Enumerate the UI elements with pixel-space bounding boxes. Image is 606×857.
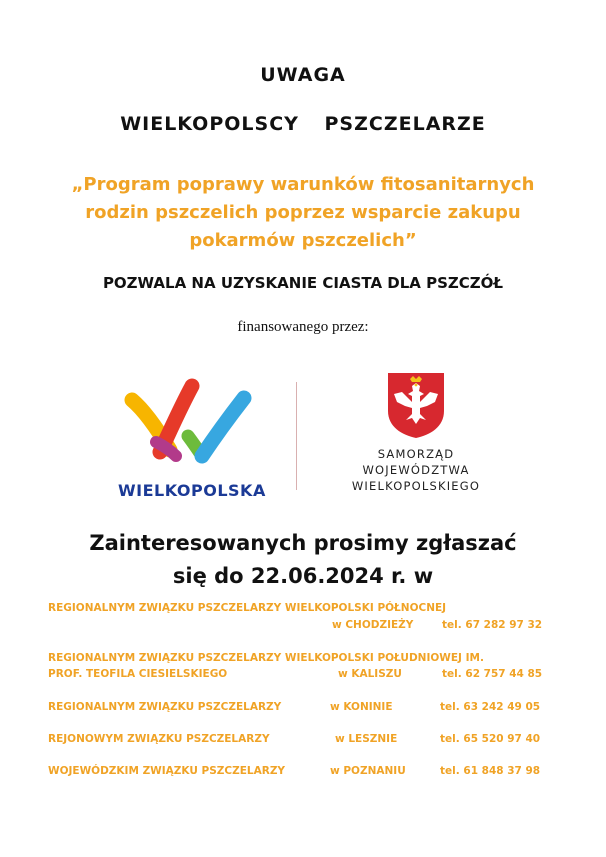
org-2-city: w KALISZU xyxy=(338,668,402,680)
org-3-name: REGIONALNYM ZWIĄZKU PSZCZELARZY xyxy=(48,701,282,713)
program-line-3: pokarmów pszczelich” xyxy=(189,230,417,251)
call-to-action xyxy=(0,527,606,593)
logo-divider xyxy=(296,382,297,490)
org-4-name: REJONOWYM ZWIĄZKU PSZCZELARZY xyxy=(48,733,270,745)
program-line-2: rodzin pszczelich poprzez wsparcie zakupu xyxy=(85,202,521,223)
wielkopolska-logo-icon xyxy=(118,376,268,476)
call-line-2: się do 22.06.2024 r. w xyxy=(172,564,434,588)
heading-wielkopolscy-pszczelarze: WIELKOPOLSCY PSZCZELARZE xyxy=(120,113,486,135)
org-3-city: w KONINIE xyxy=(330,701,393,713)
org-1-name: REGIONALNYM ZWIĄZKU PSZCZELARZY WIELKOPOLSKI PÓŁNOCNEJ xyxy=(48,602,447,614)
org-4-city: w LESZNIE xyxy=(335,733,398,745)
org-1-phone: tel. 67 282 97 32 xyxy=(442,619,543,631)
samorzad-line-1: SAMORZĄD xyxy=(377,447,455,461)
samorzad-logo-text xyxy=(336,446,496,494)
finansowanego-text: finansowanego przez: xyxy=(237,319,369,335)
program-line-1: „Program poprawy warunków fitosanitarnych xyxy=(71,174,535,195)
org-5-city: w POZNANIU xyxy=(330,765,406,777)
org-2-name-2: PROF. TEOFILA CIESIELSKIEGO xyxy=(48,668,228,680)
samorzad-line-2: WOJEWÓDZTWA xyxy=(362,463,470,477)
pozwala-text: POZWALA NA UZYSKANIE CIASTA DLA PSZCZÓŁ xyxy=(102,274,504,292)
org-4-phone: tel. 65 520 97 40 xyxy=(440,733,541,745)
wielkopolska-logo-text: WIELKOPOLSKA xyxy=(118,481,266,500)
call-line-1: Zainteresowanych prosimy zgłaszać xyxy=(89,531,517,555)
org-2-name: REGIONALNYM ZWIĄZKU PSZCZELARZY WIELKOPOLSKI POŁUDNIOWEJ IM. xyxy=(48,652,484,664)
samorzad-line-3: WIELKOPOLSKIEGO xyxy=(351,479,481,493)
org-5-name: WOJEWÓDZKIM ZWIĄZKU PSZCZELARZY xyxy=(48,765,286,777)
org-3-phone: tel. 63 242 49 05 xyxy=(440,701,541,713)
coat-of-arms-eagle-icon xyxy=(386,371,446,439)
program-title xyxy=(0,171,606,255)
org-2-phone: tel. 62 757 44 85 xyxy=(442,668,543,680)
org-1-city: w CHODZIEŻY xyxy=(332,619,414,631)
org-5-phone: tel. 61 848 37 98 xyxy=(440,765,541,777)
heading-uwaga: UWAGA xyxy=(260,64,346,86)
